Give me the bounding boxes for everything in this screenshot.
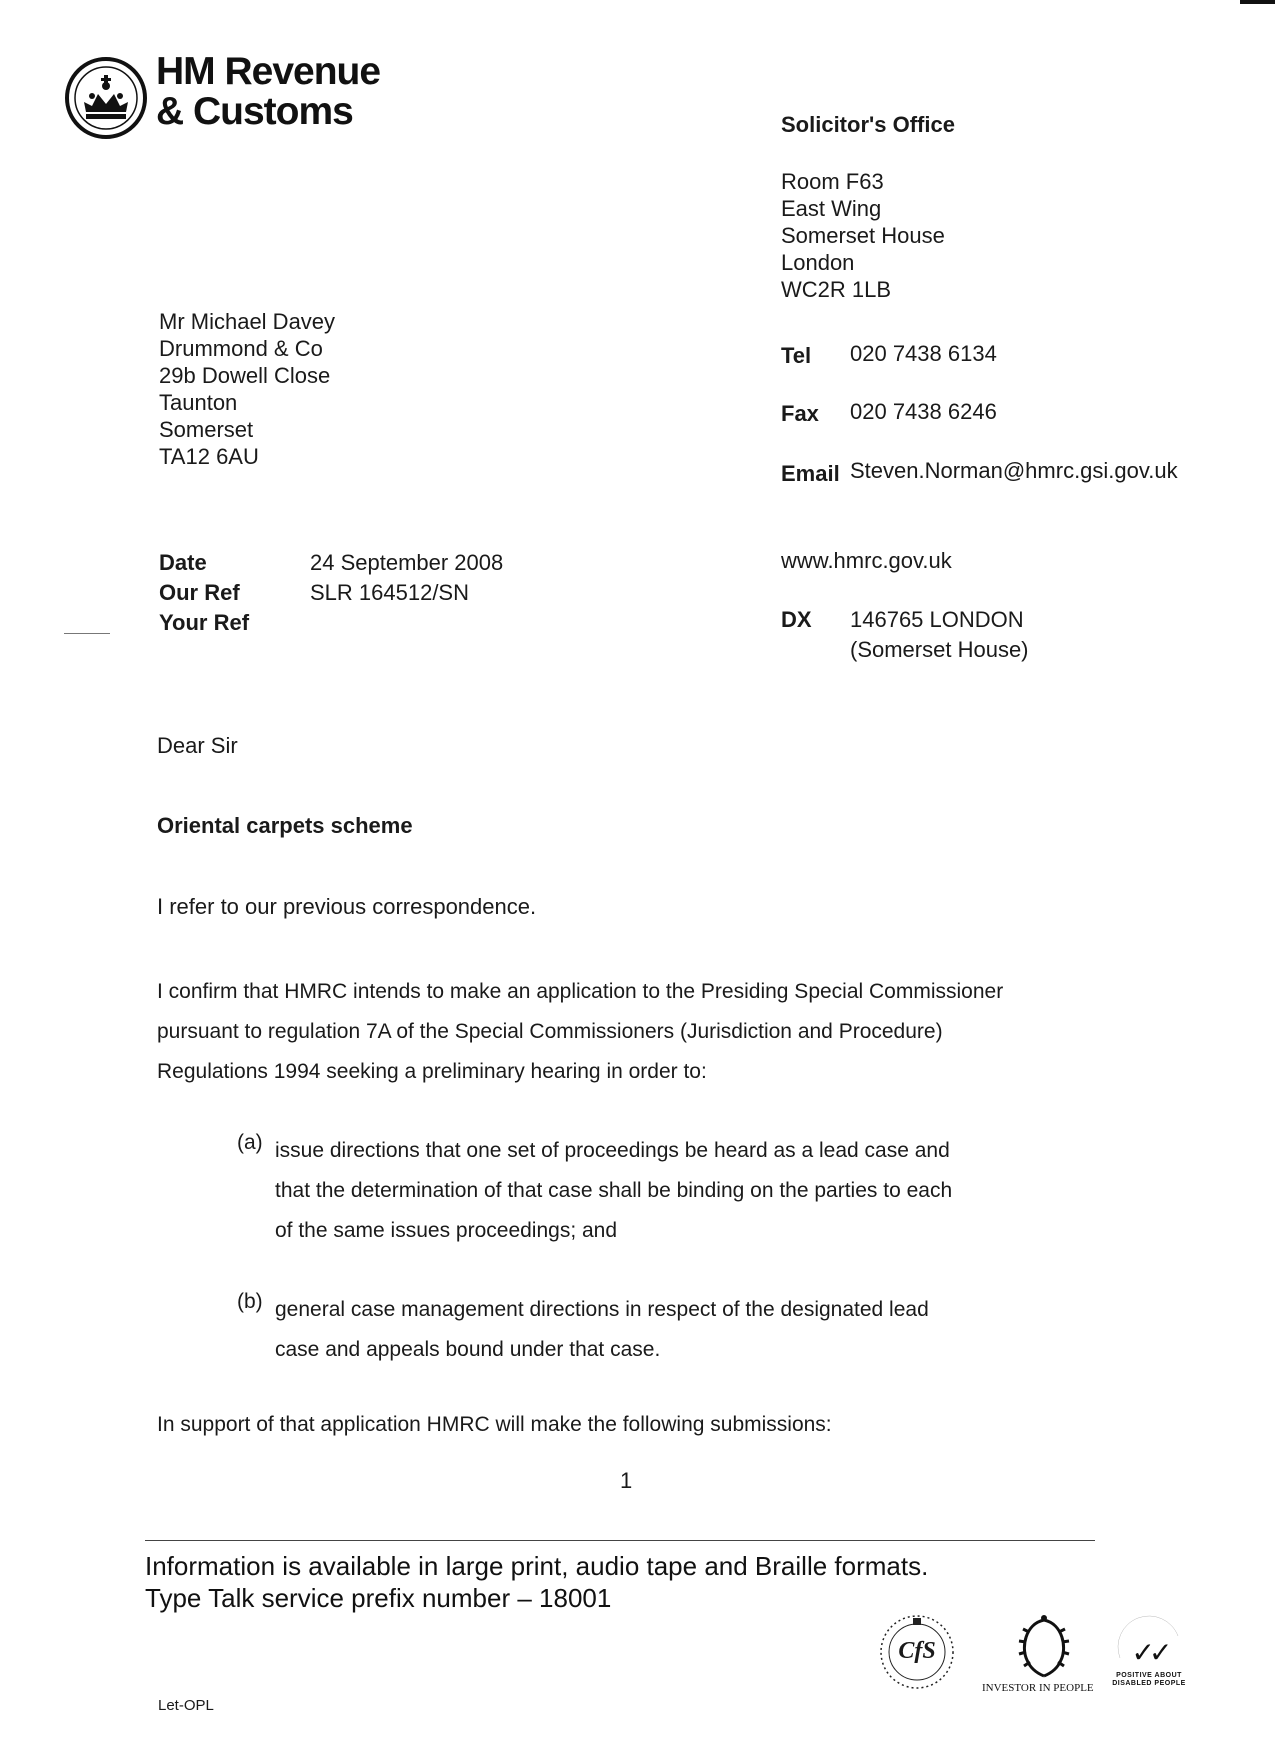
office-address xyxy=(781,168,945,303)
our-ref-value: SLR 164512/SN xyxy=(310,580,469,605)
investor-caption: INVESTOR IN PEOPLE xyxy=(982,1682,1094,1694)
email-label: Email xyxy=(781,461,840,486)
paragraph-2-line: I confirm that HMRC intends to make an application to the Presiding Special Commissioner xyxy=(157,980,1004,1003)
footer-info-line-2: Type Talk service prefix number – 18001 xyxy=(145,1583,612,1613)
address-line: Room F63 xyxy=(781,169,884,194)
paragraph-2 xyxy=(157,972,1003,1092)
org-name xyxy=(156,52,380,132)
date-label: Date xyxy=(159,550,207,575)
your-ref-label: Your Ref xyxy=(159,610,250,635)
recipient-line: 29b Dowell Close xyxy=(159,363,331,388)
salutation: Dear Sir xyxy=(157,733,238,758)
list-item-a xyxy=(275,1131,952,1251)
fax-label: Fax xyxy=(781,401,819,426)
edge-mark xyxy=(1240,0,1275,4)
paragraph-3: In support of that application HMRC will make the following submissions: xyxy=(157,1413,832,1436)
recipient-line: TA12 6AU xyxy=(159,444,259,469)
charter-mark-seal xyxy=(877,1612,957,1692)
dx-line-1: 146765 LONDON xyxy=(850,607,1024,632)
laurel-wreath-icon xyxy=(1013,1614,1075,1680)
list-item-line: issue directions that one set of proceedings be heard as a lead case and xyxy=(275,1139,950,1162)
charter-mark-text: CfS xyxy=(898,1638,936,1664)
ref-values xyxy=(310,548,503,608)
recipient-line: Mr Michael Davey xyxy=(159,309,336,334)
dx-line-2: (Somerset House) xyxy=(850,637,1029,662)
disability-symbol-seal xyxy=(1110,1608,1188,1686)
disability-checkmarks: ✓✓ xyxy=(1131,1637,1167,1668)
address-line: Somerset House xyxy=(781,223,945,248)
list-item-line: that the determination of that case shall be binding on the parties to each xyxy=(275,1179,953,1202)
list-item-line: general case management directions in respect of the designated lead xyxy=(275,1298,929,1321)
footer-info xyxy=(145,1550,928,1614)
dx-label: DX xyxy=(781,607,812,632)
investor-in-people-seal xyxy=(979,1614,1109,1694)
fax-number: 020 7438 6246 xyxy=(850,399,997,424)
list-item-line: of the same issues proceedings; and xyxy=(275,1219,618,1242)
recipient-address xyxy=(159,308,335,470)
tel-label: Tel xyxy=(781,343,812,368)
recipient-line: Taunton xyxy=(159,390,238,415)
address-line: WC2R 1LB xyxy=(781,277,892,302)
org-line-2: & Customs xyxy=(156,90,353,133)
crown-crest-icon xyxy=(64,56,148,140)
footer-info-line-1: Information is available in large print, audio tape and Braille formats. xyxy=(145,1551,929,1581)
address-line: East Wing xyxy=(781,196,882,221)
paragraph-1: I refer to our previous correspondence. xyxy=(157,894,537,919)
tel-number: 020 7438 6134 xyxy=(850,341,997,366)
page-number: 1 xyxy=(620,1468,633,1493)
margin-dash xyxy=(64,633,110,634)
ref-labels xyxy=(159,548,249,638)
list-marker-a: (a) xyxy=(237,1131,263,1154)
recipient-line: Somerset xyxy=(159,417,254,442)
email-address[interactable]: Steven.Norman@hmrc.gsi.gov.uk xyxy=(850,458,1178,483)
list-marker-b: (b) xyxy=(237,1290,263,1313)
office-name: Solicitor's Office xyxy=(781,112,955,137)
address-line: London xyxy=(781,250,855,275)
disability-caption: POSITIVE ABOUT DISABLED PEOPLE xyxy=(1112,1672,1186,1687)
org-line-1: HM Revenue xyxy=(156,50,381,93)
list-item-line: case and appeals bound under that case. xyxy=(275,1338,661,1361)
recipient-line: Drummond & Co xyxy=(159,336,323,361)
date-value: 24 September 2008 xyxy=(310,550,504,575)
dx-value xyxy=(850,605,1029,665)
footer-rule xyxy=(145,1540,1095,1541)
list-item-b xyxy=(275,1290,929,1370)
paragraph-2-line: pursuant to regulation 7A of the Special Commissioners (Jurisdiction and Procedure) xyxy=(157,1020,943,1043)
website-link[interactable]: www.hmrc.gov.uk xyxy=(781,548,952,573)
subject-heading: Oriental carpets scheme xyxy=(157,813,413,838)
form-code: Let-OPL xyxy=(158,1697,214,1714)
our-ref-label: Our Ref xyxy=(159,580,240,605)
paragraph-2-line: Regulations 1994 seeking a preliminary hearing in order to: xyxy=(157,1060,707,1083)
